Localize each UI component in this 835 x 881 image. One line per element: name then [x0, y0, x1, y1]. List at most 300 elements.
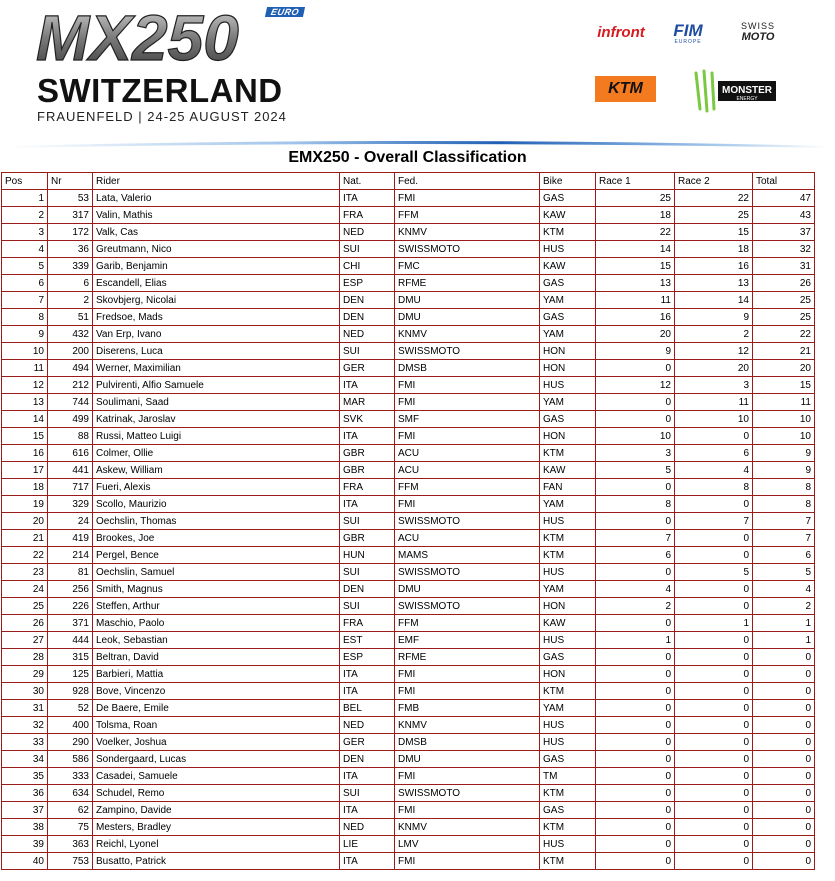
cell-nat: GER	[340, 734, 395, 751]
cell-nr: 125	[48, 666, 93, 683]
cell-race1: 2	[596, 598, 675, 615]
cell-pos: 18	[2, 479, 48, 496]
cell-pos: 3	[2, 224, 48, 241]
cell-total: 31	[753, 258, 815, 275]
cell-total: 7	[753, 530, 815, 547]
table-row	[2, 377, 815, 394]
cell-bike: GAS	[540, 309, 596, 326]
cell-rider: Oechslin, Thomas	[93, 513, 340, 530]
cell-race1: 22	[596, 224, 675, 241]
cell-total: 32	[753, 241, 815, 258]
cell-bike: KAW	[540, 462, 596, 479]
cell-race2: 0	[675, 717, 753, 734]
cell-race1: 0	[596, 768, 675, 785]
cell-pos: 26	[2, 615, 48, 632]
cell-nat: ITA	[340, 496, 395, 513]
cell-fed: FMI	[395, 853, 540, 870]
cell-bike: HUS	[540, 564, 596, 581]
cell-race2: 0	[675, 802, 753, 819]
cell-nr: 371	[48, 615, 93, 632]
fim-logo-subtext: EUROPE	[674, 38, 702, 45]
table-row	[2, 615, 815, 632]
header-swoosh	[6, 138, 829, 148]
cell-total: 22	[753, 326, 815, 343]
cell-race2: 3	[675, 377, 753, 394]
cell-bike: GAS	[540, 802, 596, 819]
cell-race1: 15	[596, 258, 675, 275]
cell-rider: Van Erp, Ivano	[93, 326, 340, 343]
cell-pos: 33	[2, 734, 48, 751]
cell-race2: 13	[675, 275, 753, 292]
cell-nat: ITA	[340, 377, 395, 394]
cell-nat: LIE	[340, 836, 395, 853]
cell-bike: HUS	[540, 241, 596, 258]
cell-bike: KTM	[540, 530, 596, 547]
cell-nr: 315	[48, 649, 93, 666]
cell-pos: 25	[2, 598, 48, 615]
cell-race2: 0	[675, 632, 753, 649]
cell-fed: RFME	[395, 649, 540, 666]
cell-total: 9	[753, 462, 815, 479]
cell-bike: HON	[540, 360, 596, 377]
cell-pos: 23	[2, 564, 48, 581]
cell-bike: GAS	[540, 411, 596, 428]
monster-energy-logo	[690, 69, 778, 115]
cell-fed: DMU	[395, 751, 540, 768]
cell-total: 10	[753, 428, 815, 445]
cell-fed: DMSB	[395, 734, 540, 751]
cell-race2: 2	[675, 326, 753, 343]
cell-nat: NED	[340, 819, 395, 836]
cell-rider: Leok, Sebastian	[93, 632, 340, 649]
cell-nr: 928	[48, 683, 93, 700]
cell-nat: ITA	[340, 428, 395, 445]
cell-nr: 172	[48, 224, 93, 241]
cell-fed: SWISSMOTO	[395, 598, 540, 615]
cell-nr: 494	[48, 360, 93, 377]
cell-race1: 0	[596, 683, 675, 700]
cell-race1: 0	[596, 360, 675, 377]
column-header-fed: Fed.	[395, 173, 540, 190]
cell-race1: 12	[596, 377, 675, 394]
cell-rider: Brookes, Joe	[93, 530, 340, 547]
cell-bike: HON	[540, 343, 596, 360]
cell-race2: 0	[675, 700, 753, 717]
cell-race1: 9	[596, 343, 675, 360]
cell-pos: 10	[2, 343, 48, 360]
table-row	[2, 428, 815, 445]
cell-total: 0	[753, 700, 815, 717]
cell-race2: 0	[675, 666, 753, 683]
cell-fed: FMI	[395, 428, 540, 445]
cell-bike: FAN	[540, 479, 596, 496]
cell-fed: FFM	[395, 479, 540, 496]
cell-pos: 6	[2, 275, 48, 292]
cell-fed: FMI	[395, 768, 540, 785]
cell-total: 11	[753, 394, 815, 411]
cell-rider: Pulvirenti, Alfio Samuele	[93, 377, 340, 394]
cell-pos: 4	[2, 241, 48, 258]
cell-race2: 1	[675, 615, 753, 632]
cell-rider: Pergel, Bence	[93, 547, 340, 564]
cell-fed: FFM	[395, 207, 540, 224]
cell-bike: HUS	[540, 734, 596, 751]
cell-race1: 0	[596, 564, 675, 581]
cell-race2: 0	[675, 530, 753, 547]
cell-pos: 30	[2, 683, 48, 700]
cell-rider: Casadei, Samuele	[93, 768, 340, 785]
cell-pos: 32	[2, 717, 48, 734]
cell-race2: 10	[675, 411, 753, 428]
cell-bike: TM	[540, 768, 596, 785]
cell-nr: 81	[48, 564, 93, 581]
cell-race1: 6	[596, 547, 675, 564]
cell-fed: DMU	[395, 581, 540, 598]
column-header-total: Total	[753, 173, 815, 190]
cell-pos: 17	[2, 462, 48, 479]
cell-pos: 24	[2, 581, 48, 598]
table-row	[2, 666, 815, 683]
cell-nat: GER	[340, 360, 395, 377]
mx250-logo-text: MX250	[36, 6, 239, 68]
cell-nat: DEN	[340, 292, 395, 309]
cell-race1: 14	[596, 241, 675, 258]
cell-race2: 15	[675, 224, 753, 241]
cell-race1: 0	[596, 649, 675, 666]
table-row	[2, 530, 815, 547]
cell-bike: GAS	[540, 649, 596, 666]
table-body	[2, 190, 815, 870]
cell-fed: DMSB	[395, 360, 540, 377]
cell-rider: Schudel, Remo	[93, 785, 340, 802]
cell-fed: KNMV	[395, 717, 540, 734]
cell-race1: 20	[596, 326, 675, 343]
cell-fed: EMF	[395, 632, 540, 649]
cell-nat: CHI	[340, 258, 395, 275]
cell-pos: 16	[2, 445, 48, 462]
cell-race1: 0	[596, 819, 675, 836]
cell-nat: SUI	[340, 598, 395, 615]
cell-race1: 0	[596, 479, 675, 496]
column-header-race1: Race 1	[596, 173, 675, 190]
cell-rider: Mesters, Bradley	[93, 819, 340, 836]
cell-nat: GBR	[340, 462, 395, 479]
cell-rider: Busatto, Patrick	[93, 853, 340, 870]
swissmoto-logo-top: SWISS	[740, 21, 775, 31]
cell-rider: Steffen, Arthur	[93, 598, 340, 615]
cell-nat: SVK	[340, 411, 395, 428]
cell-race1: 0	[596, 615, 675, 632]
cell-pos: 37	[2, 802, 48, 819]
cell-bike: HUS	[540, 377, 596, 394]
cell-nat: NED	[340, 224, 395, 241]
cell-race2: 11	[675, 394, 753, 411]
cell-race2: 0	[675, 547, 753, 564]
cell-bike: YAM	[540, 496, 596, 513]
ktm-logo: KTM	[595, 76, 656, 102]
cell-race1: 0	[596, 717, 675, 734]
cell-nat: DEN	[340, 751, 395, 768]
cell-nr: 717	[48, 479, 93, 496]
cell-rider: Werner, Maximilian	[93, 360, 340, 377]
cell-total: 0	[753, 734, 815, 751]
cell-rider: Smith, Magnus	[93, 581, 340, 598]
cell-rider: Bove, Vincenzo	[93, 683, 340, 700]
cell-fed: FFM	[395, 615, 540, 632]
table-row	[2, 309, 815, 326]
cell-race1: 4	[596, 581, 675, 598]
table-row	[2, 768, 815, 785]
cell-fed: ACU	[395, 445, 540, 462]
cell-nat: ESP	[340, 275, 395, 292]
cell-total: 1	[753, 615, 815, 632]
cell-bike: KAW	[540, 615, 596, 632]
cell-race1: 11	[596, 292, 675, 309]
cell-bike: KTM	[540, 445, 596, 462]
cell-nat: SUI	[340, 513, 395, 530]
column-header-race2: Race 2	[675, 173, 753, 190]
cell-nat: FRA	[340, 479, 395, 496]
cell-race1: 0	[596, 785, 675, 802]
cell-rider: Katrinak, Jaroslav	[93, 411, 340, 428]
cell-rider: Valk, Cas	[93, 224, 340, 241]
cell-total: 0	[753, 666, 815, 683]
cell-race1: 25	[596, 190, 675, 207]
cell-race1: 18	[596, 207, 675, 224]
cell-race1: 7	[596, 530, 675, 547]
cell-pos: 29	[2, 666, 48, 683]
cell-total: 0	[753, 853, 815, 870]
swissmoto-logo-bottom: MOTO	[741, 31, 775, 43]
column-header-bike: Bike	[540, 173, 596, 190]
cell-total: 6	[753, 547, 815, 564]
cell-race2: 0	[675, 853, 753, 870]
cell-pos: 2	[2, 207, 48, 224]
table-header-row	[2, 173, 815, 190]
cell-race2: 7	[675, 513, 753, 530]
cell-pos: 8	[2, 309, 48, 326]
cell-race1: 0	[596, 802, 675, 819]
cell-pos: 7	[2, 292, 48, 309]
cell-nr: 400	[48, 717, 93, 734]
cell-race2: 16	[675, 258, 753, 275]
cell-race1: 8	[596, 496, 675, 513]
cell-nat: DEN	[340, 581, 395, 598]
cell-pos: 31	[2, 700, 48, 717]
cell-fed: DMU	[395, 292, 540, 309]
cell-bike: HON	[540, 428, 596, 445]
cell-nat: GBR	[340, 445, 395, 462]
cell-total: 0	[753, 717, 815, 734]
cell-nat: ITA	[340, 768, 395, 785]
cell-rider: Tolsma, Roan	[93, 717, 340, 734]
classification-table	[1, 172, 815, 870]
table-row	[2, 734, 815, 751]
cell-bike: KAW	[540, 207, 596, 224]
table-row	[2, 785, 815, 802]
cell-nr: 744	[48, 394, 93, 411]
table-row	[2, 649, 815, 666]
cell-bike: YAM	[540, 292, 596, 309]
table-row	[2, 190, 815, 207]
cell-fed: FMI	[395, 377, 540, 394]
cell-race2: 25	[675, 207, 753, 224]
cell-rider: Valin, Mathis	[93, 207, 340, 224]
cell-total: 0	[753, 785, 815, 802]
page-header	[0, 0, 835, 150]
cell-rider: Lata, Valerio	[93, 190, 340, 207]
cell-race2: 0	[675, 496, 753, 513]
cell-race1: 0	[596, 700, 675, 717]
cell-rider: Escandell, Elias	[93, 275, 340, 292]
cell-race1: 0	[596, 853, 675, 870]
table-row	[2, 547, 815, 564]
cell-total: 25	[753, 309, 815, 326]
cell-race2: 0	[675, 751, 753, 768]
cell-rider: Maschio, Paolo	[93, 615, 340, 632]
cell-nat: ESP	[340, 649, 395, 666]
cell-fed: KNMV	[395, 326, 540, 343]
cell-total: 37	[753, 224, 815, 241]
cell-fed: FMI	[395, 666, 540, 683]
table-row	[2, 258, 815, 275]
cell-race1: 0	[596, 513, 675, 530]
cell-bike: GAS	[540, 190, 596, 207]
cell-pos: 19	[2, 496, 48, 513]
cell-nr: 586	[48, 751, 93, 768]
cell-rider: Colmer, Ollie	[93, 445, 340, 462]
cell-race2: 4	[675, 462, 753, 479]
cell-pos: 39	[2, 836, 48, 853]
cell-fed: SWISSMOTO	[395, 513, 540, 530]
cell-total: 8	[753, 496, 815, 513]
cell-pos: 21	[2, 530, 48, 547]
table-row	[2, 326, 815, 343]
cell-bike: HUS	[540, 836, 596, 853]
cell-nr: 419	[48, 530, 93, 547]
cell-nr: 339	[48, 258, 93, 275]
cell-fed: SMF	[395, 411, 540, 428]
euro-tag: EURO	[265, 7, 305, 17]
table-row	[2, 683, 815, 700]
cell-nat: GBR	[340, 530, 395, 547]
cell-total: 0	[753, 836, 815, 853]
table-row	[2, 853, 815, 870]
cell-fed: FMI	[395, 394, 540, 411]
cell-fed: ACU	[395, 462, 540, 479]
cell-rider: Oechslin, Samuel	[93, 564, 340, 581]
table-row	[2, 496, 815, 513]
cell-race2: 8	[675, 479, 753, 496]
table-row	[2, 275, 815, 292]
cell-rider: Fredsoe, Mads	[93, 309, 340, 326]
cell-total: 8	[753, 479, 815, 496]
event-country: SWITZERLAND	[37, 72, 283, 109]
monster-logo-text: MONSTER	[722, 85, 772, 96]
cell-race1: 10	[596, 428, 675, 445]
cell-pos: 13	[2, 394, 48, 411]
cell-fed: SWISSMOTO	[395, 241, 540, 258]
cell-fed: FMC	[395, 258, 540, 275]
table-row	[2, 292, 815, 309]
cell-race2: 22	[675, 190, 753, 207]
cell-fed: FMI	[395, 802, 540, 819]
cell-total: 9	[753, 445, 815, 462]
cell-rider: Voelker, Joshua	[93, 734, 340, 751]
table-row	[2, 632, 815, 649]
cell-race1: 0	[596, 411, 675, 428]
cell-pos: 11	[2, 360, 48, 377]
cell-fed: SWISSMOTO	[395, 785, 540, 802]
cell-rider: Garib, Benjamin	[93, 258, 340, 275]
cell-total: 10	[753, 411, 815, 428]
cell-rider: Reichl, Lyonel	[93, 836, 340, 853]
cell-bike: YAM	[540, 700, 596, 717]
cell-race2: 0	[675, 768, 753, 785]
cell-total: 5	[753, 564, 815, 581]
cell-pos: 12	[2, 377, 48, 394]
cell-pos: 15	[2, 428, 48, 445]
cell-total: 7	[753, 513, 815, 530]
cell-nat: ITA	[340, 190, 395, 207]
cell-race2: 12	[675, 343, 753, 360]
table-row	[2, 479, 815, 496]
cell-nr: 329	[48, 496, 93, 513]
cell-race2: 0	[675, 683, 753, 700]
cell-nr: 51	[48, 309, 93, 326]
table-row	[2, 513, 815, 530]
cell-nr: 214	[48, 547, 93, 564]
cell-race1: 1	[596, 632, 675, 649]
cell-race1: 0	[596, 836, 675, 853]
cell-bike: KTM	[540, 785, 596, 802]
cell-nat: ITA	[340, 802, 395, 819]
cell-nr: 36	[48, 241, 93, 258]
cell-pos: 27	[2, 632, 48, 649]
cell-race2: 0	[675, 819, 753, 836]
cell-pos: 35	[2, 768, 48, 785]
cell-bike: KTM	[540, 819, 596, 836]
cell-bike: GAS	[540, 275, 596, 292]
cell-total: 20	[753, 360, 815, 377]
table-row	[2, 207, 815, 224]
table-row	[2, 343, 815, 360]
cell-nat: EST	[340, 632, 395, 649]
cell-pos: 20	[2, 513, 48, 530]
cell-pos: 28	[2, 649, 48, 666]
cell-race2: 0	[675, 581, 753, 598]
table-row	[2, 445, 815, 462]
cell-nat: MAR	[340, 394, 395, 411]
cell-nr: 200	[48, 343, 93, 360]
cell-race1: 16	[596, 309, 675, 326]
cell-nr: 753	[48, 853, 93, 870]
cell-race1: 0	[596, 666, 675, 683]
cell-race2: 0	[675, 428, 753, 445]
fim-logo-text: FIM	[673, 20, 703, 40]
cell-nr: 88	[48, 428, 93, 445]
cell-nat: ITA	[340, 666, 395, 683]
cell-nat: FRA	[340, 207, 395, 224]
cell-total: 1	[753, 632, 815, 649]
column-header-nat: Nat.	[340, 173, 395, 190]
cell-race2: 0	[675, 836, 753, 853]
cell-bike: HUS	[540, 717, 596, 734]
cell-race2: 6	[675, 445, 753, 462]
cell-nat: SUI	[340, 564, 395, 581]
table-row	[2, 224, 815, 241]
column-header-nr: Nr	[48, 173, 93, 190]
